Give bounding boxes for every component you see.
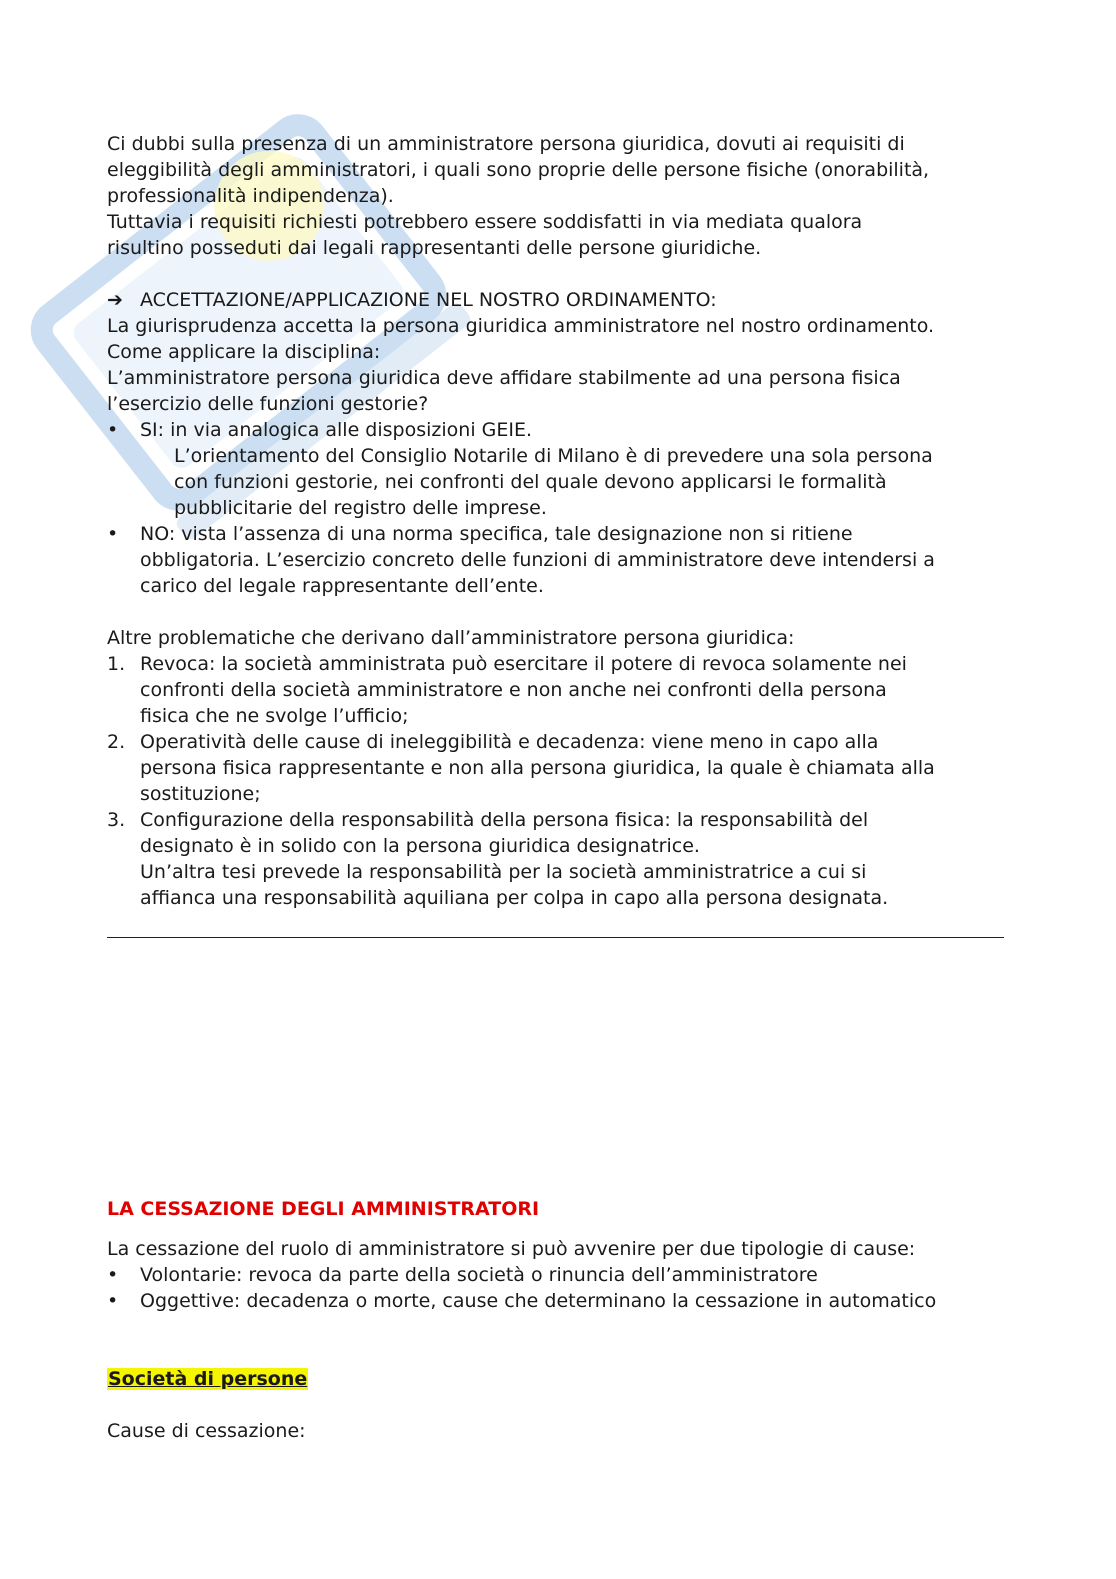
section-title: LA CESSAZIONE DEGLI AMMINISTRATORI [107,1198,540,1220]
acceptance-section [107,287,1017,599]
text-line: designato è in solido con la persona giuridica designatrice. [140,835,700,857]
list-item [107,651,1017,729]
text-line: persona fisica rappresentante e non alla persona giuridica, la quale è chiamata alla [140,757,935,779]
text-line: professionalità indipendenza). [107,185,394,207]
text-line: Revoca: la società amministrata può esercitare il potere di revoca solamente nei [140,653,907,675]
text-line: risultino posseduti dai legali rappresentanti delle persone giuridiche. [107,237,762,259]
persone-subtitle: Cause di cessazione: [107,1420,306,1442]
list-item-si [107,417,1017,443]
text-line: Tuttavia i requisiti richiesti potrebbero essere soddisfatti in via mediata qualora [107,211,863,233]
list-item [107,729,1017,807]
cause-list [107,1262,1017,1314]
text-line: con funzioni gestorie, nei confronti del quale devono applicarsi le formalità [174,471,887,493]
list-item [107,1288,1017,1314]
text-line: L’amministratore persona giuridica deve affidare stabilmente ad una persona fisica [107,367,901,389]
text-line: obbligatoria. L’esercizio concreto delle funzioni di amministratore deve intendersi a [140,549,935,571]
problems-list [107,651,1017,911]
document-page [107,131,1017,1444]
list-number: 3. [107,809,126,831]
acceptance-heading [107,287,1017,313]
intro-paragraph [107,131,1017,261]
text-line: eleggibilità degli amministratori, i quali sono proprie delle persone fisiche (onorabilità, [107,159,930,181]
text-line: fisica che ne svolge l’ufficio; [140,705,409,727]
text-line: Come applicare la disciplina: [107,341,381,363]
text-line: pubblicitarie del registro delle imprese. [174,497,547,519]
text-line: • Oggettive: decadenza o morte, cause che determinano la cessazione in automatico [140,1290,937,1312]
list-item [107,807,1017,911]
text-line: confronti della società amministratore e non anche nei confronti della persona [140,679,887,701]
text-line: • Volontarie: revoca da parte della società o rinuncia dell’amministratore [140,1264,818,1286]
arrow-right-icon: ➔ [107,289,123,311]
text-line: affianca una responsabilità aquiliana per colpa in capo alla persona designata. [140,887,889,909]
text-line: carico del legale rappresentante dell’ente. [140,575,544,597]
cessazione-intro: La cessazione del ruolo di amministratore si può avvenire per due tipologie di cause: [107,1238,916,1260]
problems-section [107,625,1017,911]
text-line: Un’altra tesi prevede la responsabilità per la società amministratrice a cui si [140,861,867,883]
cessazione-section [107,1196,1017,1314]
text-line: La giurisprudenza accetta la persona giuridica amministratore nel nostro ordinamento. [107,315,935,337]
text-line: sostituzione; [140,783,261,805]
list-number: 2. [107,731,126,753]
text-line: Operatività delle cause di ineleggibilità e decadenza: viene meno in capo alla [140,731,879,753]
list-item [107,1262,1017,1288]
text-line: L’orientamento del Consiglio Notarile di Milano è di prevedere una sola persona [174,445,933,467]
problems-intro: Altre problematiche che derivano dall’amministratore persona giuridica: [107,627,795,649]
yes-no-list [107,417,1017,599]
acceptance-heading-text: ACCETTAZIONE/APPLICAZIONE NEL NOSTRO ORDINAMENTO: [140,289,717,311]
text-line: Ci dubbi sulla presenza di un amministratore persona giuridica, dovuti ai requisiti di [107,133,905,155]
text-line: Configurazione della responsabilità della persona fisica: la responsabilità del [140,809,869,831]
highlighted-title: Società di persone [108,1368,308,1390]
text-line: • NO: vista l’assenza di una norma specifica, tale designazione non si ritiene [140,523,853,545]
text-line: l’esercizio delle funzioni gestorie? [107,393,429,415]
subsection-title [107,1366,1017,1392]
list-item-no [107,521,1017,599]
list-number: 1. [107,653,126,675]
persone-section [107,1366,1017,1444]
text-line: • SI: in via analogica alle disposizioni GEIE. [140,419,533,441]
